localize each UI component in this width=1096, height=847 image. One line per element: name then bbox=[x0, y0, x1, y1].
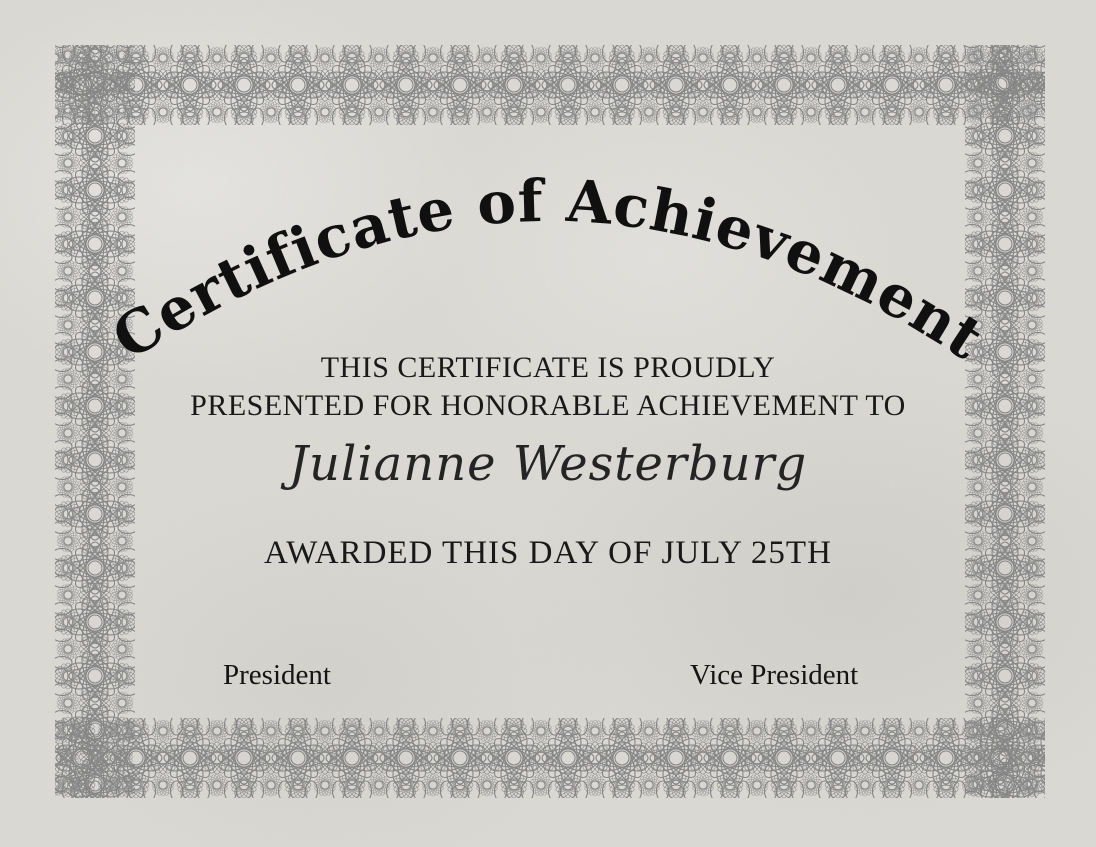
signature-label-vice-president: Vice President bbox=[690, 659, 859, 691]
signature-label-president: President bbox=[223, 659, 331, 691]
award-date-line: AWARDED THIS DAY OF JULY 25TH bbox=[264, 535, 832, 571]
page-title bbox=[101, 167, 996, 373]
certificate-title-text: Certificate of Achievement bbox=[100, 166, 996, 374]
recipient-name: Julianne Westerburg bbox=[288, 436, 808, 492]
presentation-line-2: PRESENTED FOR HONORABLE ACHIEVEMENT TO bbox=[190, 389, 906, 422]
presentation-line-1: THIS CERTIFICATE IS PROUDLY bbox=[320, 351, 776, 384]
